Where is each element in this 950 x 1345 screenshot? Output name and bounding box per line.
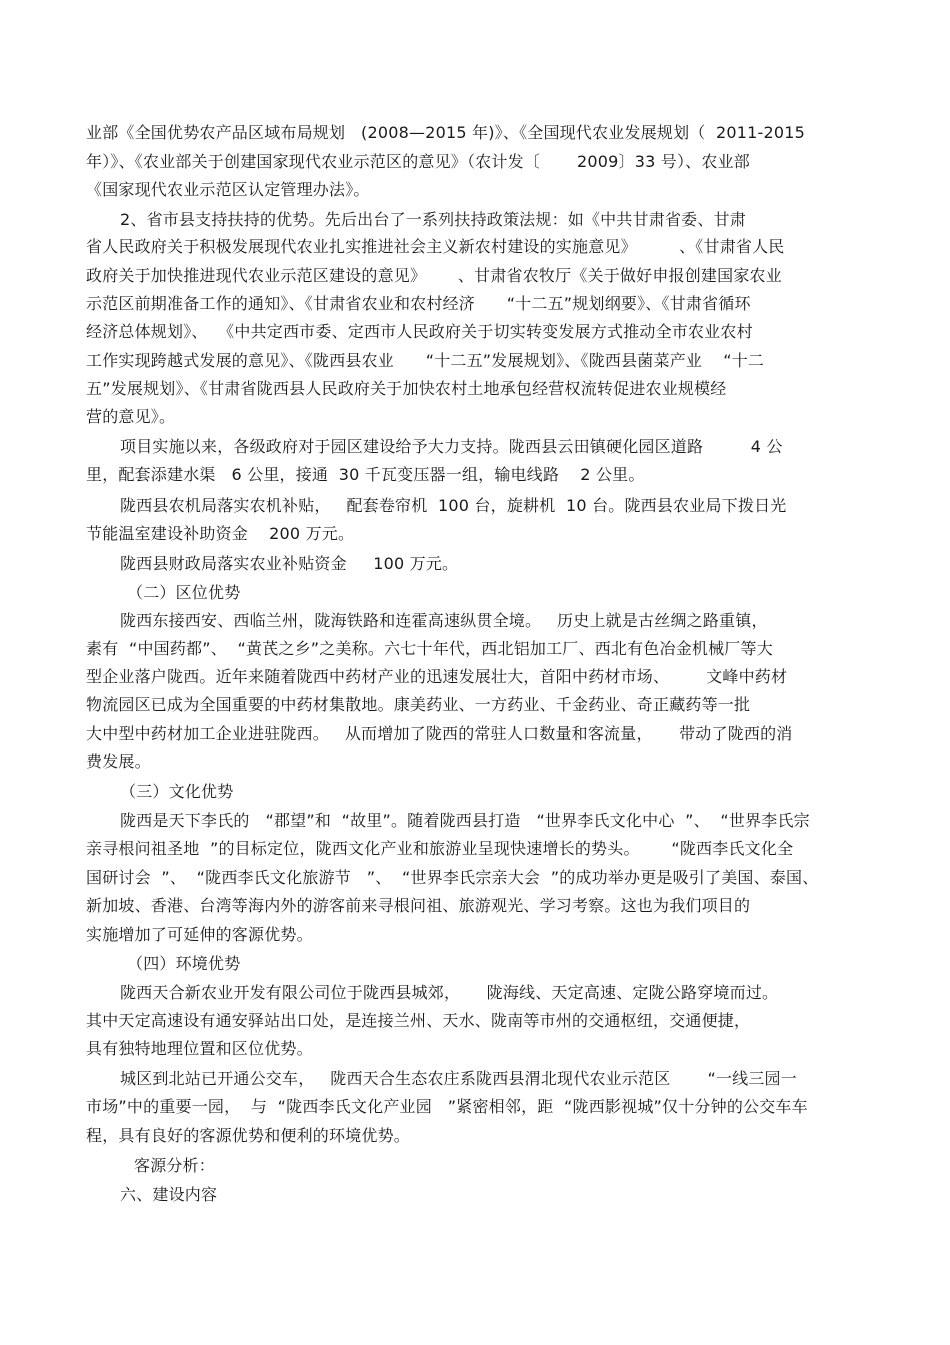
- text-line: 工作实现跨越式发展的意见》、《陇西县农业 “十二五”发展规划》、《陇西县菌菜产业 “十二: [86, 351, 765, 370]
- text-line: 陇西是天下李氏的 “郡望”和 “故里”。随着陇西县打造 “世界李氏文化中心 ”、 “世界李氏宗: [120, 811, 810, 830]
- text-line: 实施增加了可延伸的客源优势。: [86, 925, 313, 944]
- text-line: 五”发展规划》、《甘肃省陇西县人民政府关于加快农村土地承包经营权流转促进农业规模经: [86, 379, 727, 398]
- text-line: 陇西县农机局落实农机补贴， 配套卷帘机 100 台，旋耕机 10 台。陇西县农业局下拨日光: [120, 496, 787, 515]
- text-line: 具有独特地理位置和区位优势。: [86, 1039, 313, 1058]
- text-line: 省人民政府关于积极发展现代农业扎实推进社会主义新农村建设的实施意见》 、《甘肃省人民: [86, 237, 785, 256]
- text-line: 示范区前期准备工作的通知》、《甘肃省农业和农村经济 “十二五”规划纲要》、《甘肃省循环: [86, 294, 751, 313]
- text-line: 大中型中药材加工企业进驻陇西。 从而增加了陇西的常驻人口数量和客流量， 带动了陇西的消: [86, 724, 793, 743]
- text-line: 国研讨会 ”、 “陇西李氏文化旅游节 ”、 “世界李氏宗亲大会 ”的成功举办更是吸引了美国、泰国、: [86, 868, 819, 887]
- text-line: 市场”中的重要一园， 与 “陇西李氏文化产业园 ”紧密相邻，距 “陇西影视城”仅十分钟的公交车车: [86, 1097, 808, 1116]
- section-heading: （三）文化优势: [120, 782, 234, 801]
- text-line: 其中天定高速设有通安驿站出口处，是连接兰州、天水、陇南等市州的交通枢纽，交通便捷，: [86, 1011, 751, 1030]
- text-line: 费发展。: [86, 752, 151, 771]
- text-line: 素有 “中国药都”、 “黄芪之乡”之美称。六七十年代，西北铝加工厂、西北有色冶金机械厂等大: [86, 639, 773, 658]
- text-line: 里，配套添建水渠 6 公里，接通 30 千瓦变压器一组，输电线路 2 公里。: [86, 465, 645, 484]
- section-heading: （二）区位优势: [127, 583, 241, 602]
- text-line: 客源分析：: [134, 1156, 216, 1175]
- text-line: 物流园区已成为全国重要的中药材集散地。康美药业、一方药业、千金药业、奇正藏药等一批: [86, 695, 751, 714]
- text-line: 陇西县财政局落实农业补贴资金 100 万元。: [120, 554, 459, 573]
- text-line: 程，具有良好的客源优势和便利的环境优势。: [86, 1126, 411, 1145]
- text-line: 营的意见》。: [86, 407, 176, 426]
- text-line: 城区到北站已开通公交车， 陇西天合生态农庄系陇西县渭北现代农业示范区 “一线三园一: [120, 1069, 797, 1088]
- text-line: 《国家现代农业示范区认定管理办法》。: [86, 180, 370, 199]
- text-line: 新加坡、香港、台湾等海内外的游客前来寻根问祖、旅游观光、学习考察。这也为我们项目的: [86, 896, 751, 915]
- text-line: 2、省市县支持扶持的优势。先后出台了一系列扶持政策法规：如《中共甘肃省委、甘肃: [120, 210, 746, 229]
- text-line: 陇西天合新农业开发有限公司位于陇西县城郊， 陇海线、天定高速、定陇公路穿境而过。: [120, 983, 779, 1002]
- text-line: 项目实施以来，各级政府对于园区建设给予大力支持。陇西县云田镇硬化园区道路 4 公: [120, 437, 783, 456]
- section-heading: 六、建设内容: [120, 1185, 218, 1204]
- section-heading: （四）环境优势: [127, 954, 241, 973]
- text-line: 经济总体规划》、 《中共定西市委、定西市人民政府关于切实转变发展方式推动全市农业农村: [86, 322, 753, 341]
- text-line: 政府关于加快推进现代农业示范区建设的意见》 、甘肃省农牧厅《关于做好申报创建国家农业: [86, 266, 782, 285]
- text-line: 业部《全国优势农产品区域布局规划 (2008—2015 年)》、《全国现代农业发展规划（ 2011-2015: [86, 123, 806, 142]
- text-line: 节能温室建设补助资金 200 万元。: [86, 524, 355, 543]
- text-line: 陇西东接西安、西临兰州，陇海铁路和连霍高速纵贯全境。 历史上就是古丝绸之路重镇，: [120, 611, 768, 630]
- text-line: 亲寻根问祖圣地 ”的目标定位，陇西文化产业和旅游业呈现快速增长的势头。 “陇西李氏文化全: [86, 839, 794, 858]
- text-line: 型企业落户陇西。近年来随着陇西中药材产业的迅速发展壮大，首阳中药材市场、 文峰中药材: [86, 667, 788, 686]
- text-line: 年）》、《农业部关于创建国家现代农业示范区的意见》（农计发〔 2009〕33 号）、农业部: [86, 152, 750, 171]
